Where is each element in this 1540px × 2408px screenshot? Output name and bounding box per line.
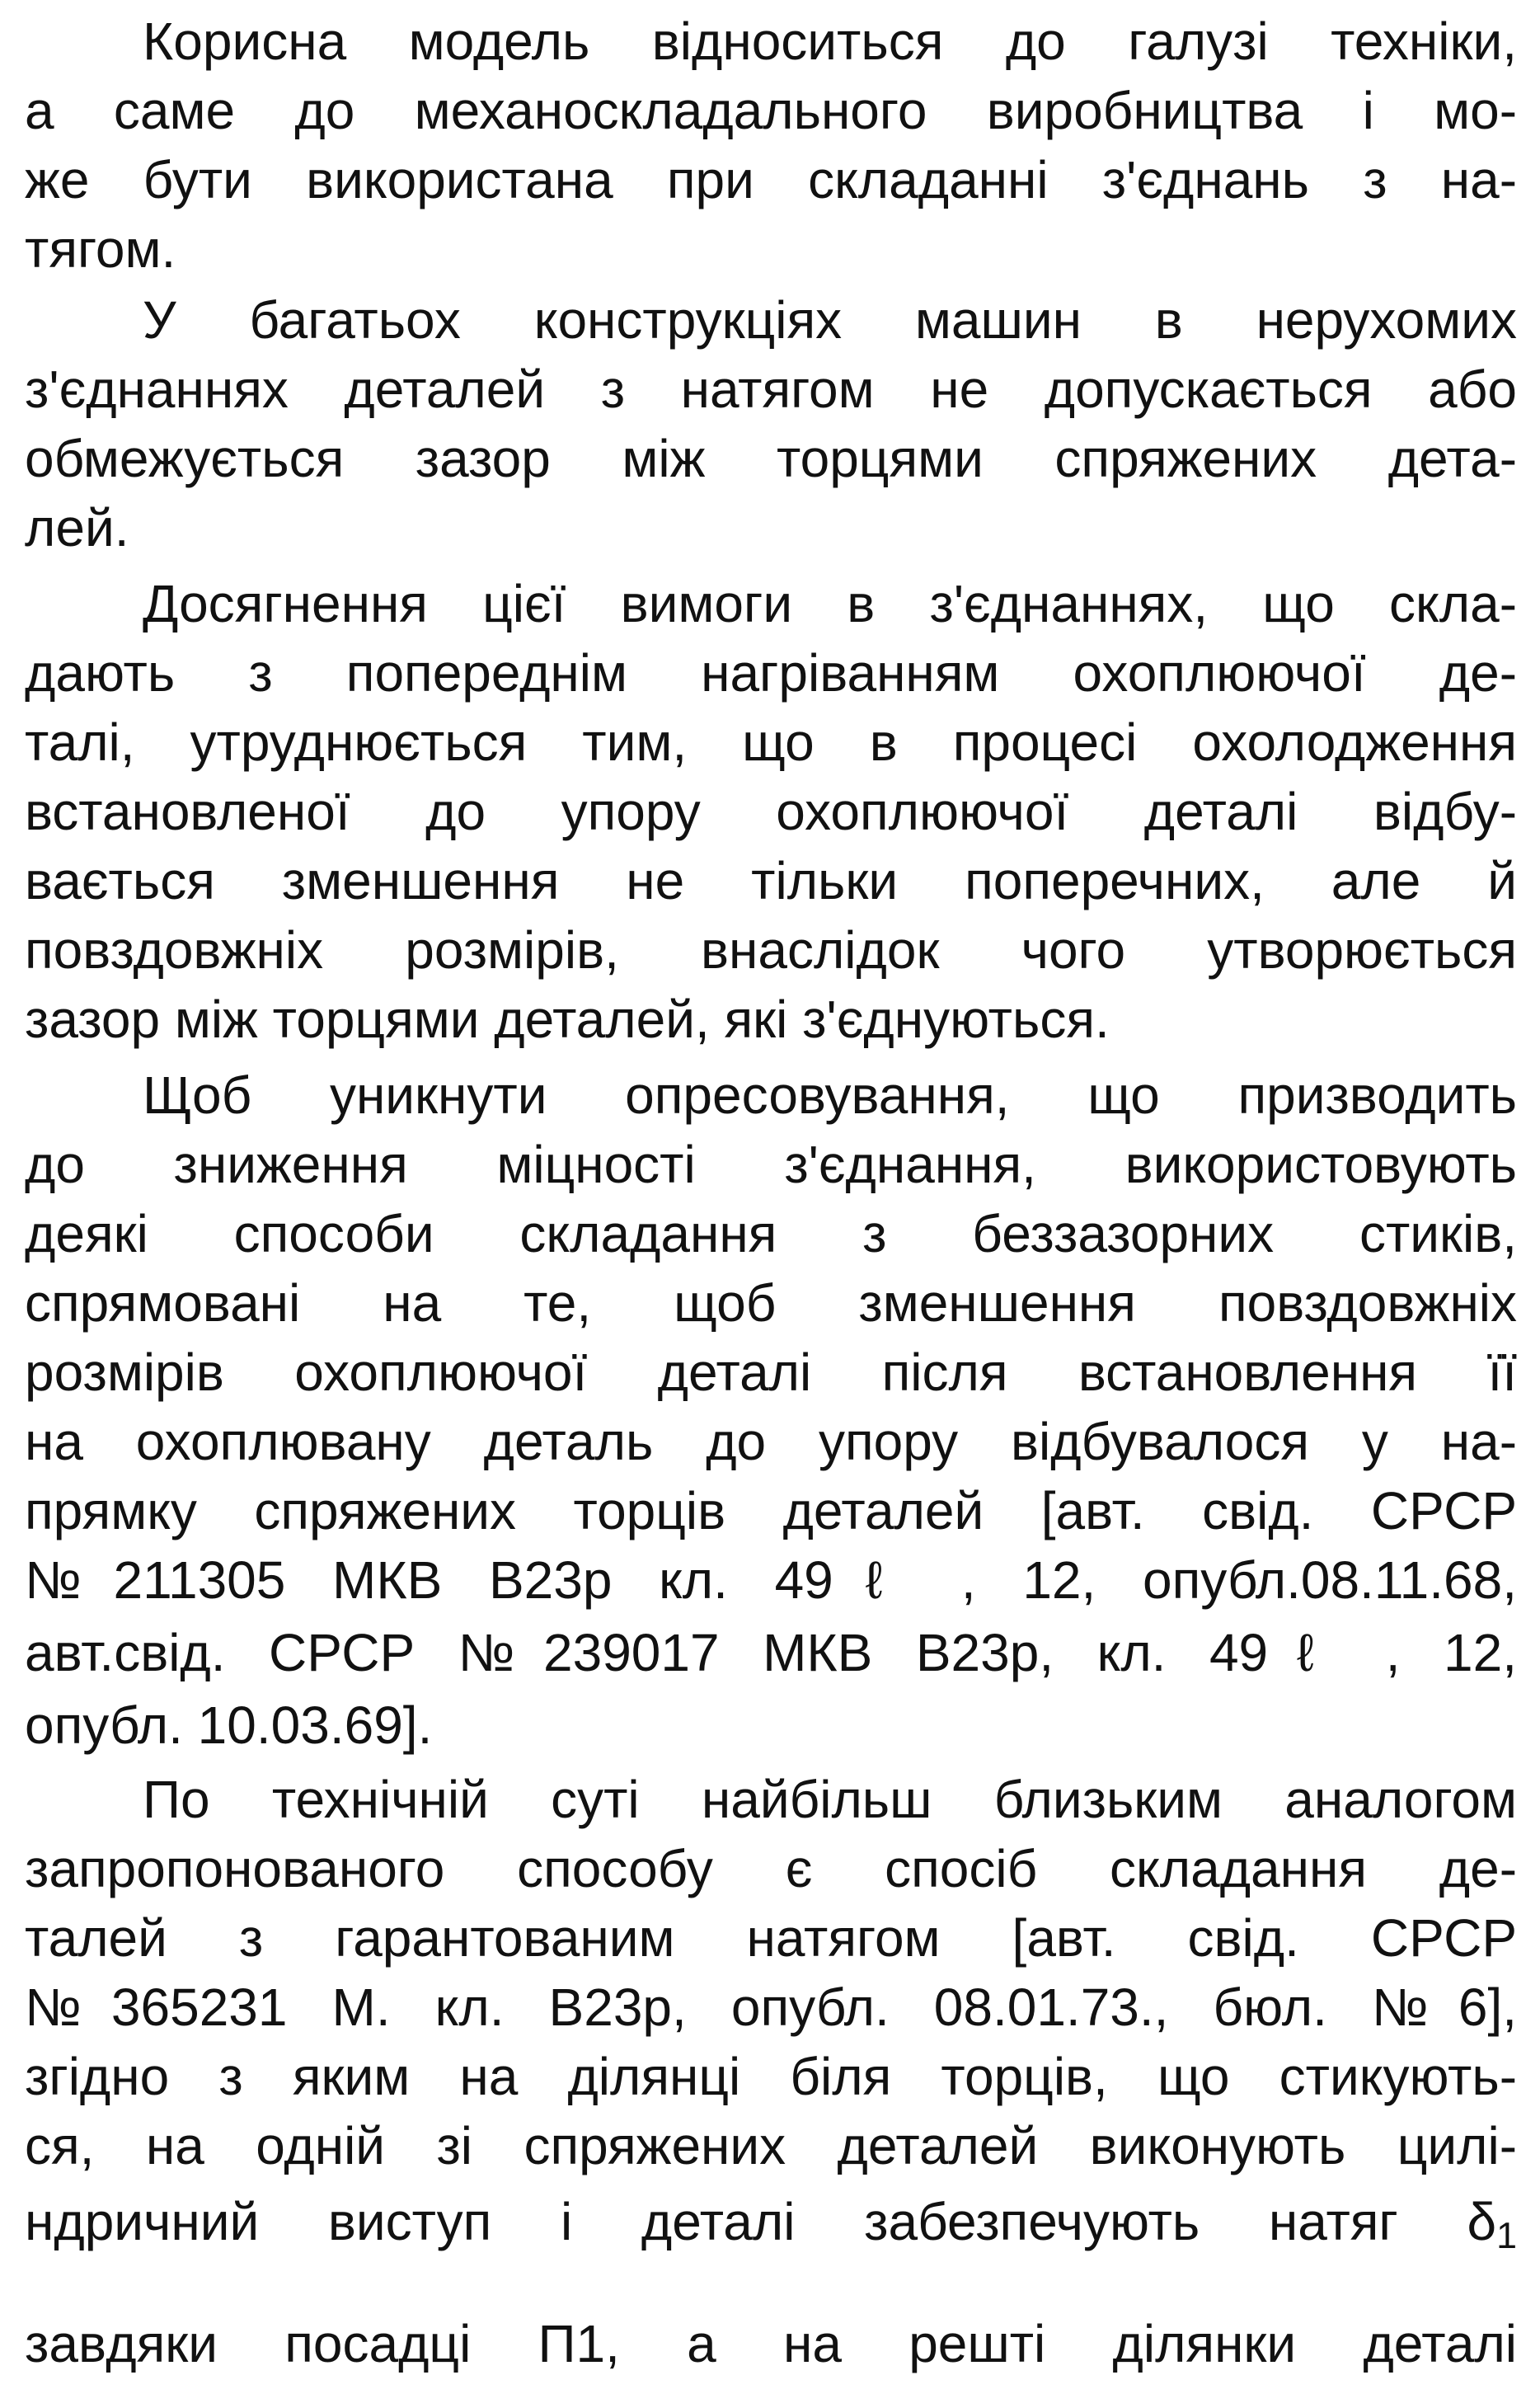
paragraph-4-line-2: до зниження міцності з'єднання, використовують (25, 1135, 1517, 1194)
paragraph-3-line-4: встановленої до упору охоплюючої деталі відбу- (25, 782, 1517, 841)
paragraph-5-line-7-text: ндричний виступ і деталі забезпечують натяг δ (25, 2192, 1497, 2251)
paragraph-2-line-3: обмежується зазор між торцями спряжених дета- (25, 429, 1517, 488)
paragraph-4-line-7: прямку спряжених торців деталей [авт. свід. СРСР (25, 1481, 1517, 1540)
paragraph-4-line-9: авт.свід. СРСР №239017 МКВ В23р, кл. 49ℓ , 12, (25, 1623, 1517, 1682)
paragraph-1-line-1: Корисна модель відноситься до галузі техніки, (143, 12, 1517, 71)
paragraph-3-line-7: зазор між торцями деталей, які з'єднуються. (25, 990, 1110, 1049)
paragraph-2-line-2: з'єднаннях деталей з натягом не допускається або (25, 360, 1517, 419)
paragraph-5-line-2: запропонованого способу є спосіб складання де- (25, 1839, 1517, 1898)
paragraph-4-line-4: спрямовані на те, щоб зменшення повздовжніх (25, 1273, 1517, 1333)
paragraph-5-line-6: ся, на одній зі спряжених деталей виконують цилі- (25, 2116, 1517, 2175)
paragraph-4-line-1: Щоб уникнути опресовування, що призводить (143, 1065, 1517, 1125)
delta-subscript: 1 (1496, 2214, 1517, 2256)
paragraph-4-line-10: опубл. 10.03.69]. (25, 1695, 433, 1755)
paragraph-4-line-5: розмірів охоплюючої деталі після встановлення її (25, 1343, 1517, 1402)
paragraph-3-line-6: повздовжніх розмірів, внаслідок чого утворюється (25, 920, 1517, 980)
paragraph-4-line-3: деякі способи складання з беззазорних стиків, (25, 1204, 1517, 1263)
paragraph-1-line-3: же бути використана при складанні з'єднань з на- (25, 150, 1517, 209)
paragraph-5-line-8: завдяки посадці П1, а на решті ділянки деталі (25, 2314, 1517, 2373)
paragraph-5-line-3: талей з гарантованим натягом [авт. свід. СРСР (25, 1908, 1517, 1968)
paragraph-5-line-5: згідно з яким на ділянці біля торців, що стикують- (25, 2047, 1517, 2106)
paragraph-4-line-8: №211305 МКВ В23р кл. 49ℓ , 12, опубл.08.11.68, (25, 1550, 1517, 1610)
paragraph-1-line-2: а саме до механоскладального виробництва і мо- (25, 81, 1517, 140)
paragraph-5-line-4: №365231 М. кл. В23р, опубл. 08.01.73., бюл. №6], (25, 1978, 1517, 2037)
paragraph-2-line-4: лей. (25, 498, 129, 557)
paragraph-3-line-2: дають з попереднім нагріванням охоплюючої де- (25, 643, 1517, 703)
paragraph-1-line-4: тягом. (25, 219, 176, 279)
paragraph-3-line-1: Досягнення цієї вимоги в з'єднаннях, що скла- (143, 574, 1517, 633)
paragraph-3-line-5: вається зменшення не тільки поперечних, але й (25, 851, 1517, 910)
document-page (25, 0, 1517, 2408)
paragraph-3-line-3: талі, утруднюється тим, що в процесі охолодження (25, 713, 1517, 772)
paragraph-5-line-1: По технічній суті найбільш близьким аналогом (143, 1770, 1517, 1829)
paragraph-4-line-6: на охоплювану деталь до упору відбувалося у на- (25, 1412, 1517, 1471)
paragraph-2-line-1: У багатьох конструкціях машин в нерухомих (143, 290, 1517, 350)
paragraph-5-line-7 (25, 2179, 1517, 2265)
